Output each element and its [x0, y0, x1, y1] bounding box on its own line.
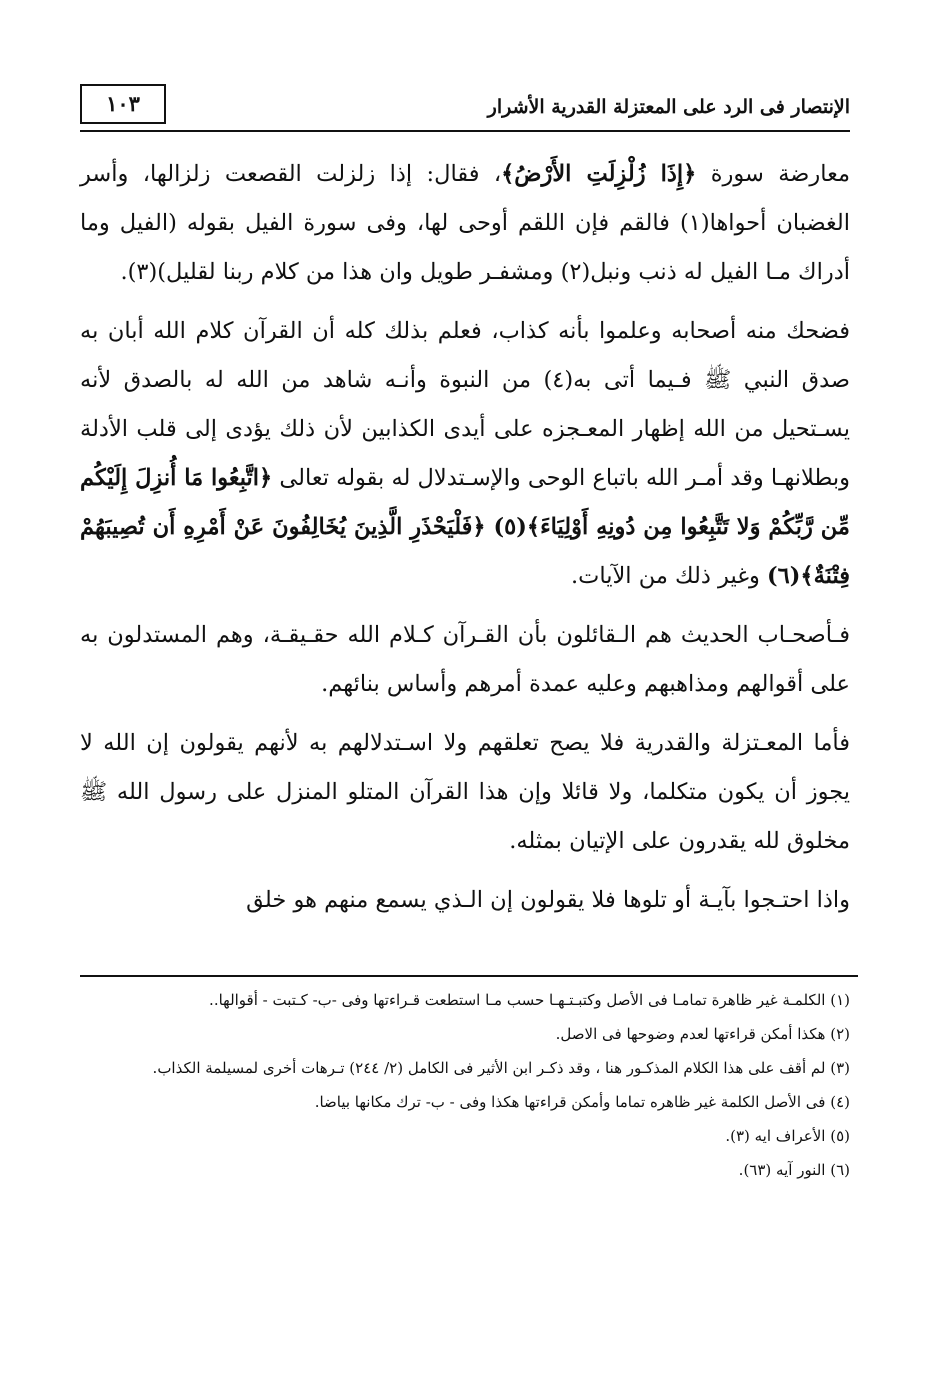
footnote-5: (٥) الأعراف ايه (٣).	[725, 1127, 850, 1145]
quran-verses-2: ﴿اتَّبِعُوا مَا أُنزِلَ إِلَيْكُم مِّن رَّبِّكُمْ وَلا تَتَّبِعُوا مِن دُونِهِ أَوْلِيَاءَ﴾(٥) ﴿فَلْيَحْذَرِ الَّذِينَ يُخَالِفُونَ عَنْ أَمْرِهِ أَن تُصِيبَهُمْ فِتْنَةٌ﴾(٦)	[80, 465, 850, 589]
paragraph-1-text-a: معارضة سورة	[696, 161, 850, 187]
paragraph-4	[80, 719, 850, 866]
footnote-3: (٣) لم أقف على هذا الكلام المذكـور هنا ، وقد ذكـر ابن الأثير فى الكامل (٢/ ٢٤٤) تـرهات أخرى لمسيلمة الكذاب.	[152, 1059, 850, 1077]
paragraph-3	[80, 611, 850, 709]
paragraph-1	[80, 150, 850, 297]
paragraph-2-text-b: وغير ذلك من الآيات.	[571, 563, 768, 589]
body-text	[80, 150, 850, 925]
footnote-1: (١) الكلمـة غير ظاهرة تمامـا فى الأصل وكتبـتـهـا حسب مـا استطعت قـراءتها وفى -ب- كـتبت - أقوالها..	[209, 991, 850, 1009]
header-title: الإنتصار فى الرد على المعتزلة القدرية الأشرار	[487, 96, 850, 118]
footnotes	[80, 985, 850, 1189]
page-number: ١٠٣	[80, 84, 166, 124]
footnote-2: (٢) هكذا أمكن قراءتها لعدم وضوحها فى الاصل.	[555, 1025, 850, 1043]
paragraph-4-text: فأما المعـتزلة والقدرية فلا يصح تعلقهم ولا اسـتدلالهم به لأنهم يقولون إن الله لا يجوز أن يكون متكلما، ولا قائلا وإن هذا القرآن المتلو المنزل على رسول الله ﷺ مخلوق لله يقدرون على الإتيان بمثله.	[80, 730, 850, 854]
paragraph-1-text-b: ، فقال: إذا زلزلت القصعت زلزالها، وأسر الغضبان أحواها(١) فالقم فإن اللقم أوحى لها، وفى سورة الفيل بقوله (الفيل وما أدراك مـا الفيل له ذنب ونبل(٢) ومشفـر طويل وان هذا من كلام ربنا لقليل)(٣).	[80, 161, 850, 285]
footnote-4: (٤) فى الأصل الكلمة غير ظاهره تماما وأمكن قراءتها هكذا وفى - ب- ترك مكانها بياضا.	[314, 1093, 850, 1111]
paragraph-2	[80, 307, 850, 601]
paragraph-5	[80, 876, 850, 925]
footnote-divider	[80, 975, 858, 977]
quran-verse-1: ﴿إِذَا زُلْزِلَتِ الأَرْضُ﴾	[501, 161, 697, 187]
footnote-6: (٦) النور آيه (٦٣).	[738, 1161, 850, 1179]
running-header	[80, 82, 850, 132]
paragraph-5-text: واذا احتـجوا بآيـة أو تلوها فلا يقولون إن الـذي يسمع منهم هو خلق	[246, 887, 850, 913]
paragraph-3-text: فـأصحـاب الحديث هم الـقائلون بأن القـرآن كـلام الله حقـيقـة، وهم المستدلون به على أقوالهم ومذاهبهم وعليه عمدة أمرهم وأساس بنائهم.	[80, 622, 850, 697]
paragraph-2-text-a: فضحك منه أصحابه وعلموا بأنه كذاب، فعلم بذلك كله أن القرآن كلام الله أبان به صدق النبي ﷺ فـيما أتى به(٤) من النبوة وأنـه شاهد من الله له بالصدق لأنه يسـتحيل من الله إظهار المعـجزه على أيدى الكذابين لأن ذلك يؤدى إلى قلب الأدلة وبطلانهـا وقد أمـر الله باتباع الوحى والإسـتدلال له بقوله تعالى	[80, 318, 851, 491]
header-divider	[80, 130, 850, 132]
